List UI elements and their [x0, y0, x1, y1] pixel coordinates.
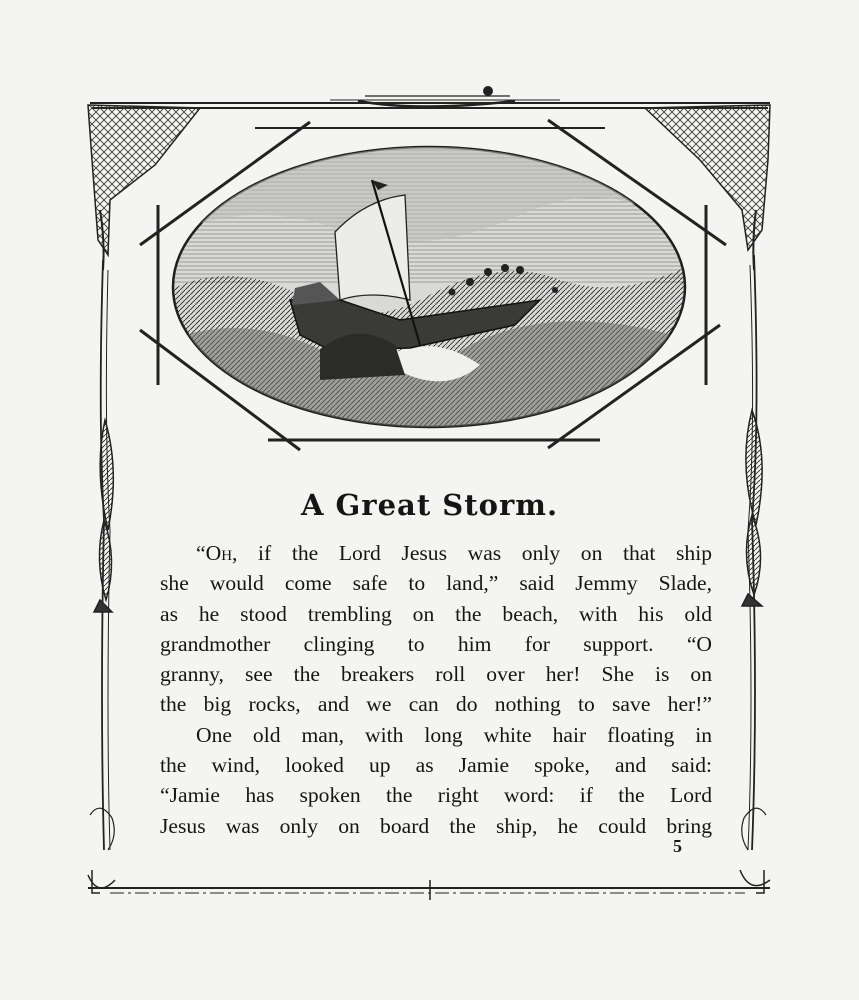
text-line-3: as he stood trembling on the beach, with his old	[160, 601, 712, 626]
storm-illustration	[170, 145, 690, 430]
text-line-7: One old man, with long white hair floating in	[196, 722, 712, 747]
text-line-4: grandmother clinging to him for support. “O	[160, 631, 712, 656]
text-line-10: Jesus was only on board the ship, he could bring	[160, 813, 712, 838]
text-line-9: “Jamie has spoken the right word: if the Lord	[160, 783, 712, 808]
chapter-title: A Great Storm.	[300, 488, 559, 522]
story-text	[160, 538, 712, 841]
text-line-6: the big rocks, and we can do nothing to save her!”	[160, 692, 712, 717]
text-line-2: she would come safe to land,” said Jemmy Slade,	[160, 571, 712, 596]
text-line-8: the wind, looked up as Jamie spoke, and said:	[160, 753, 712, 778]
text-line-5: granny, see the breakers roll over her! She is on	[160, 662, 712, 687]
text-line-1: “Oh, if the Lord Jesus was only on that ship	[196, 541, 712, 565]
page-number: 5	[673, 836, 682, 856]
